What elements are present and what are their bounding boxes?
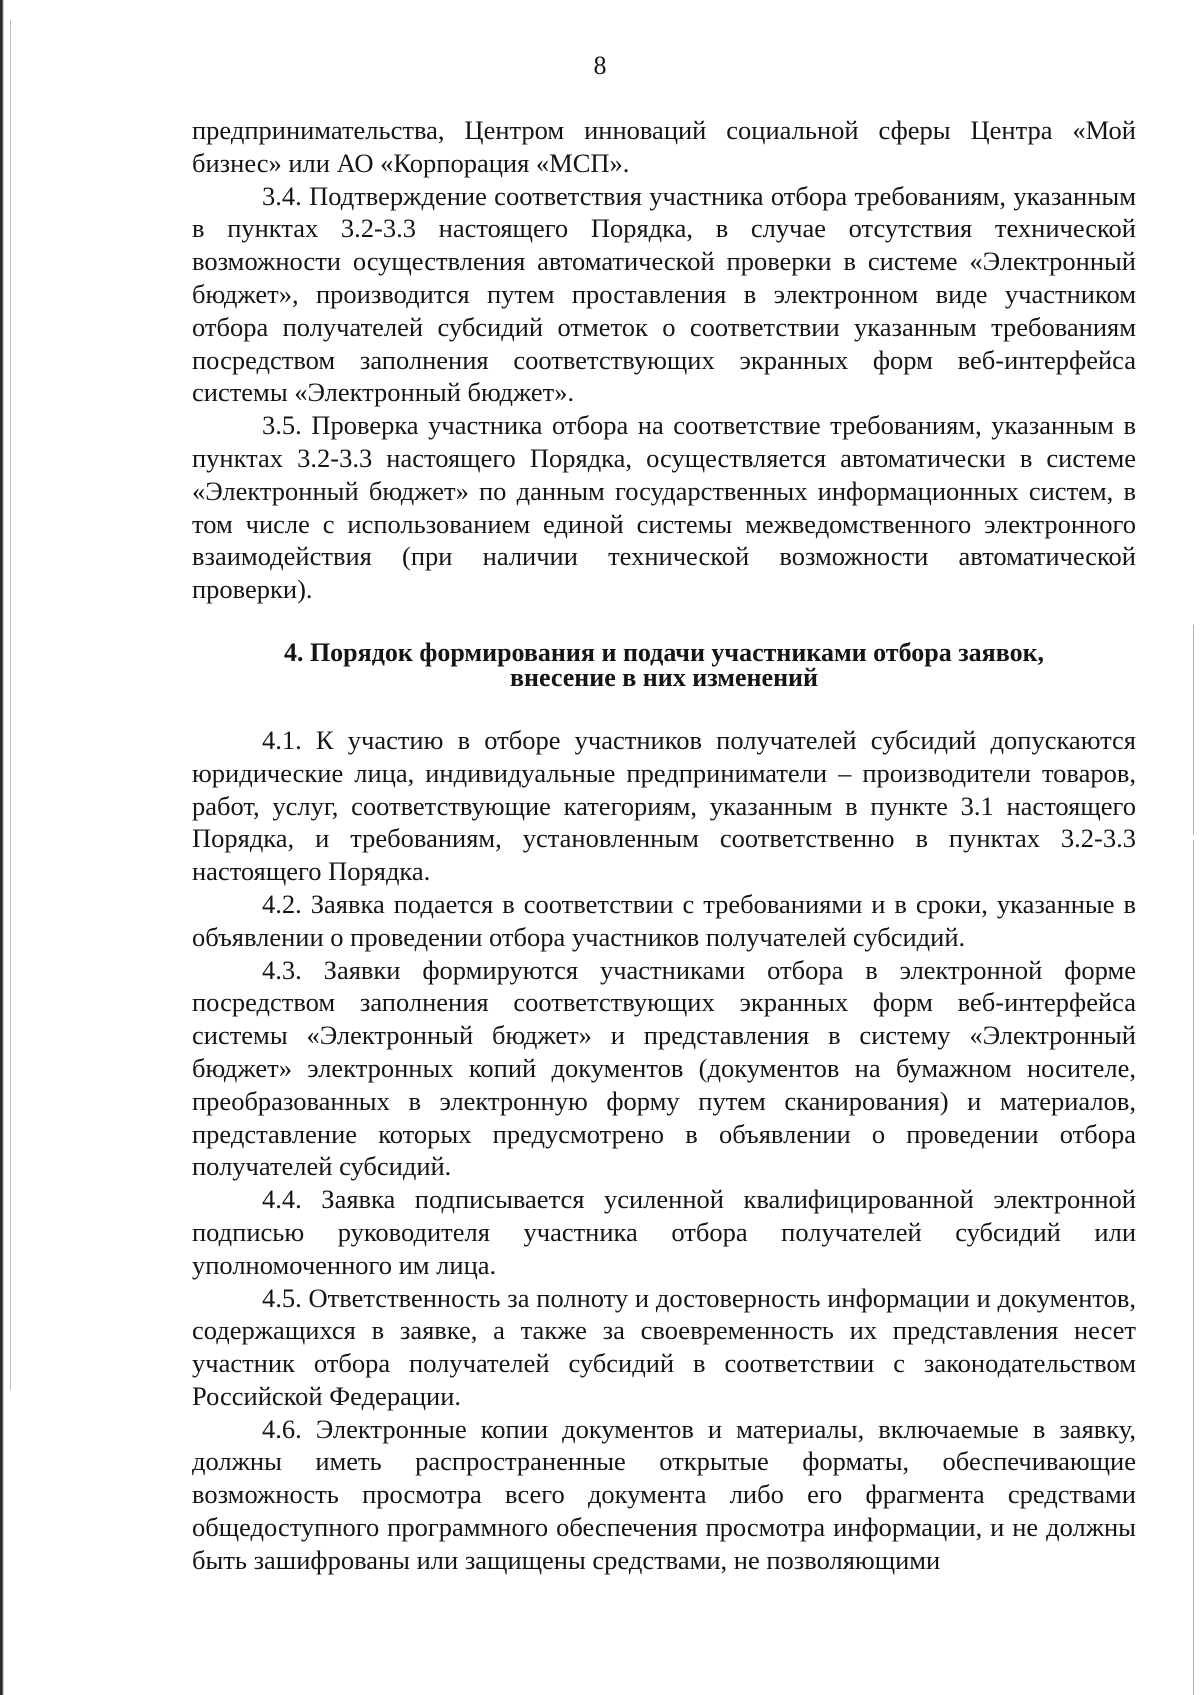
paragraph-4-3: 4.3. Заявки формируются участниками отбора в электронной форме посредством заполнения соответствующих экранных форм веб-интерфейса системы «Электронный бюджет» и представления в систему «Электронный бюджет» электронных копий документов (документов на бумажном носителе, преобразованных в электронную форму путем сканирования) и материалов, представление которых предусмотрено в объявлении о проведении отбора получателей субсидий. <box>192 954 1136 1182</box>
scan-left-edge <box>0 0 4 1695</box>
scan-artifact-line-left <box>10 20 11 1390</box>
document-body <box>192 114 1136 1577</box>
paragraph-3-4: 3.4. Подтверждение соответствия участника отбора требованиям, указанным в пунктах 3.2-3.3 настоящего Порядка, в случае отсутствия технической возможности осуществления автоматической проверки в системе «Электронный бюджет», производится путем проставления в электронном виде участником отбора получателей субсидий отметок о соответствии указанным требованиям посредством заполнения соответствующих экранных форм веб-интерфейса системы «Электронный бюджет». <box>192 180 1136 408</box>
paragraph-4-6: 4.6. Электронные копии документов и материалы, включаемые в заявку, должны иметь распространенные открытые форматы, обеспечивающие возможность просмотра всего документа либо его фрагмента средствами общедоступного программного обеспечения просмотра информации, и не должны быть зашифрованы или защищены средствами, не позволяющими <box>192 1413 1136 1575</box>
scan-artifact-line-right-bottom <box>1193 840 1194 1695</box>
section-heading-line-2: внесение в них изменений <box>509 662 819 692</box>
section-heading <box>192 637 1136 692</box>
paragraph-continuation: предпринимательства, Центром инноваций социальной сферы Центра «Мой бизнес» или АО «Корпорация «МСП». <box>192 115 1136 178</box>
paragraph-4-1: 4.1. К участию в отборе участников получателей субсидий допускаются юридические лица, индивидуальные предприниматели – производители товаров, работ, услуг, соответствующие категориям, указанным в пункте 3.1 настоящего Порядка, и требованиям, установленным соответственно в пунктах 3.2-3.3 настоящего Порядка. <box>192 724 1136 887</box>
scan-artifact-line-right-top <box>1193 625 1194 835</box>
section-heading-line-1: 4. Порядок формирования и подачи участниками отбора заявок, <box>283 637 1045 667</box>
paragraph-4-5: 4.5. Ответственность за полноту и достоверность информации и документов, содержащихся в заявке, а также за своевременность их представления несет участник отбора получателей субсидий в соответствии с законодательством Российской Федерации. <box>192 1282 1136 1411</box>
paragraph-4-2: 4.2. Заявка подается в соответствии с требованиями и в сроки, указанные в объявлении о проведении отбора участников получателей субсидий. <box>192 888 1136 952</box>
paragraph-4-4: 4.4. Заявка подписывается усиленной квалифицированной электронной подписью руководителя участника отбора получателей субсидий или уполномоченного им лица. <box>192 1184 1136 1280</box>
paragraph-3-5: 3.5. Проверка участника отбора на соответствие требованиям, указанным в пунктах 3.2-3.3 настоящего Порядка, осуществляется автоматически в системе «Электронный бюджет» по данным государственных информационных систем, в том числе с использованием единой системы межведомственного электронного взаимодействия (при наличии технической возможности автоматической проверки). <box>192 410 1136 605</box>
page-number: 8 <box>593 51 607 80</box>
